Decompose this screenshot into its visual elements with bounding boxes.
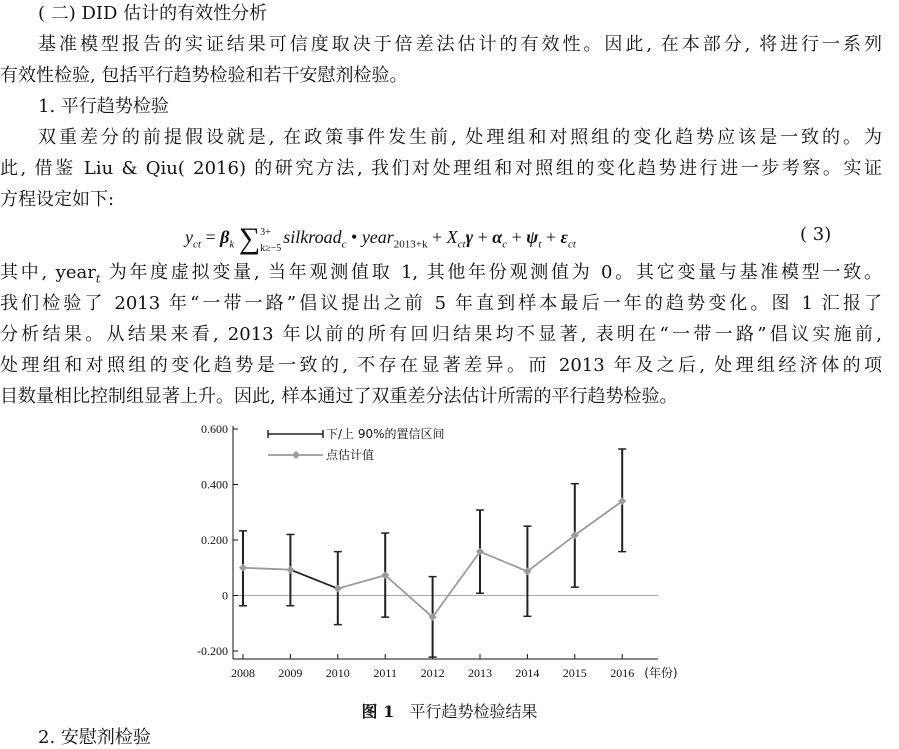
eq-x-sub: ct xyxy=(457,238,466,251)
eq-gamma: γ xyxy=(465,227,474,247)
x-tick-label: 2008 xyxy=(231,666,255,680)
x-tick-label: 2009 xyxy=(278,666,303,680)
eq-alpha-sub: c xyxy=(502,238,508,251)
y-tick-label: 0.600 xyxy=(201,422,228,436)
paragraph-1-line-1: 基准模型报告的实证结果可信度取决于倍差法估计的有效性。因此, 在本部分, 将进行一系列 xyxy=(38,34,882,55)
paragraph-3-line-5: 目数量相比控制组显著上升。因此, 样本通过了双重差分法估计所需的平行趋势检验。 xyxy=(0,386,678,407)
series-segment xyxy=(385,575,432,617)
eq-plus-2: + xyxy=(473,227,493,247)
eq-beta: β xyxy=(220,227,230,247)
eq-equals: = xyxy=(200,227,221,247)
y-tick-label: -0.200 xyxy=(197,644,228,658)
x-tick-label: 2011 xyxy=(373,666,397,680)
eq-lhs: y xyxy=(185,227,193,247)
x-tick-label: 2013 xyxy=(468,666,492,680)
paragraph-2-line-1: 双重差分的前提假设就是, 在政策事件发生前, 处理组和对照组的变化趋势应该是一致的。为 xyxy=(38,127,882,148)
figure-label: 图 1 xyxy=(361,702,395,721)
eq-term-year: year xyxy=(361,227,394,247)
eq-term-silkroad: silkroad xyxy=(283,227,342,247)
paragraph-2-line-2: 此, 借鉴 Liu & Qiu( 2016) 的研究方法, 我们对处理组和对照组的变化趋势进行进一步考察。实证 xyxy=(0,158,882,179)
eq-sum-limits xyxy=(260,225,281,257)
parallel-trend-chart xyxy=(180,418,720,690)
series-segment xyxy=(433,552,480,617)
paragraph-3-line-4: 处理组和对照组的变化趋势是一致的, 不存在显著差异。而 2013 年及之后, 处理组经济体的项 xyxy=(0,355,882,376)
series-segment xyxy=(575,501,622,535)
x-axis-label: (年份) xyxy=(644,666,678,680)
eq-plus-1: + xyxy=(427,227,447,247)
p3-lead: 其中, year xyxy=(0,262,96,283)
y-tick-label: 0.200 xyxy=(201,533,228,547)
eq-term-silkroad-sub: c xyxy=(341,238,347,251)
eq-plus-4: + xyxy=(541,227,561,247)
point-estimate-marker xyxy=(239,564,247,572)
eq-alpha: α xyxy=(492,227,503,247)
subheading-parallel-trend: 1. 平行趋势检验 xyxy=(38,96,169,117)
eq-sum-lower: k≥−5 xyxy=(260,243,282,254)
x-tick-label: 2014 xyxy=(515,666,540,680)
eq-dot: • xyxy=(346,227,362,247)
p3-lead-sub: t xyxy=(95,272,101,286)
x-tick-label: 2015 xyxy=(562,666,587,680)
eq-epsilon: ε xyxy=(560,227,568,247)
eq-beta-sub: k xyxy=(229,238,235,251)
point-estimate-marker xyxy=(334,585,342,593)
eq-lhs-sub: ct xyxy=(193,238,201,251)
figure-caption-text: 平行趋势检验结果 xyxy=(409,702,538,721)
series-segment xyxy=(338,575,385,588)
legend-series-marker xyxy=(292,451,300,459)
eq-plus-3: + xyxy=(507,227,527,247)
series-segment xyxy=(243,568,290,570)
point-estimate-marker xyxy=(286,566,294,574)
series-segment xyxy=(527,535,574,571)
paragraph-3-line-3: 分析结果。从结果来看, 2013 年以前的所有回归结果均不显著, 表明在“一带一路”倡议实施前, xyxy=(0,324,882,345)
equation xyxy=(185,222,576,257)
eq-term-year-sub: 2013+k xyxy=(393,238,428,251)
legend-series-label: 点估计值 xyxy=(326,448,375,462)
next-heading: 2. 安慰剂检验 xyxy=(38,727,151,748)
eq-sum-upper: 3+ xyxy=(260,227,271,238)
legend-ci-label: 下/上 90%的置信区间 xyxy=(326,427,445,441)
x-tick-label: 2016 xyxy=(610,666,635,680)
paragraph-3-line-2: 我们检验了 2013 年“一带一路”倡议提出之前 5 年直到样本最后一年的趋势变化。图 1 汇报了 xyxy=(0,293,882,314)
y-tick-label: 0.400 xyxy=(201,477,228,492)
paragraph-3-line-1 xyxy=(0,262,882,291)
y-tick-label: 0 xyxy=(222,588,228,603)
section-heading: ( 二) DID 估计的有效性分析 xyxy=(38,3,268,24)
eq-psi: ψ xyxy=(526,227,539,247)
eq-psi-sub: t xyxy=(538,238,542,251)
x-tick-label: 2012 xyxy=(420,666,445,680)
series-segment xyxy=(480,552,527,572)
p3-rest: 为年度虚拟变量, 当年观测值取 1, 其他年份观测值为 0。其它变量与基准模型一致。 xyxy=(100,262,883,283)
paragraph-1-line-2: 有效性检验, 包括平行趋势检验和若干安慰剂检验。 xyxy=(0,65,408,86)
x-tick-label: 2010 xyxy=(325,666,350,680)
equation-number: ( 3) xyxy=(800,224,832,245)
series-segment xyxy=(290,570,337,589)
figure-caption xyxy=(0,699,899,722)
paragraph-2-line-3: 方程设定如下: xyxy=(0,189,115,210)
eq-sum-symbol: ∑ xyxy=(238,222,261,255)
eq-x: X xyxy=(446,227,458,247)
eq-epsilon-sub: ct xyxy=(567,238,576,251)
